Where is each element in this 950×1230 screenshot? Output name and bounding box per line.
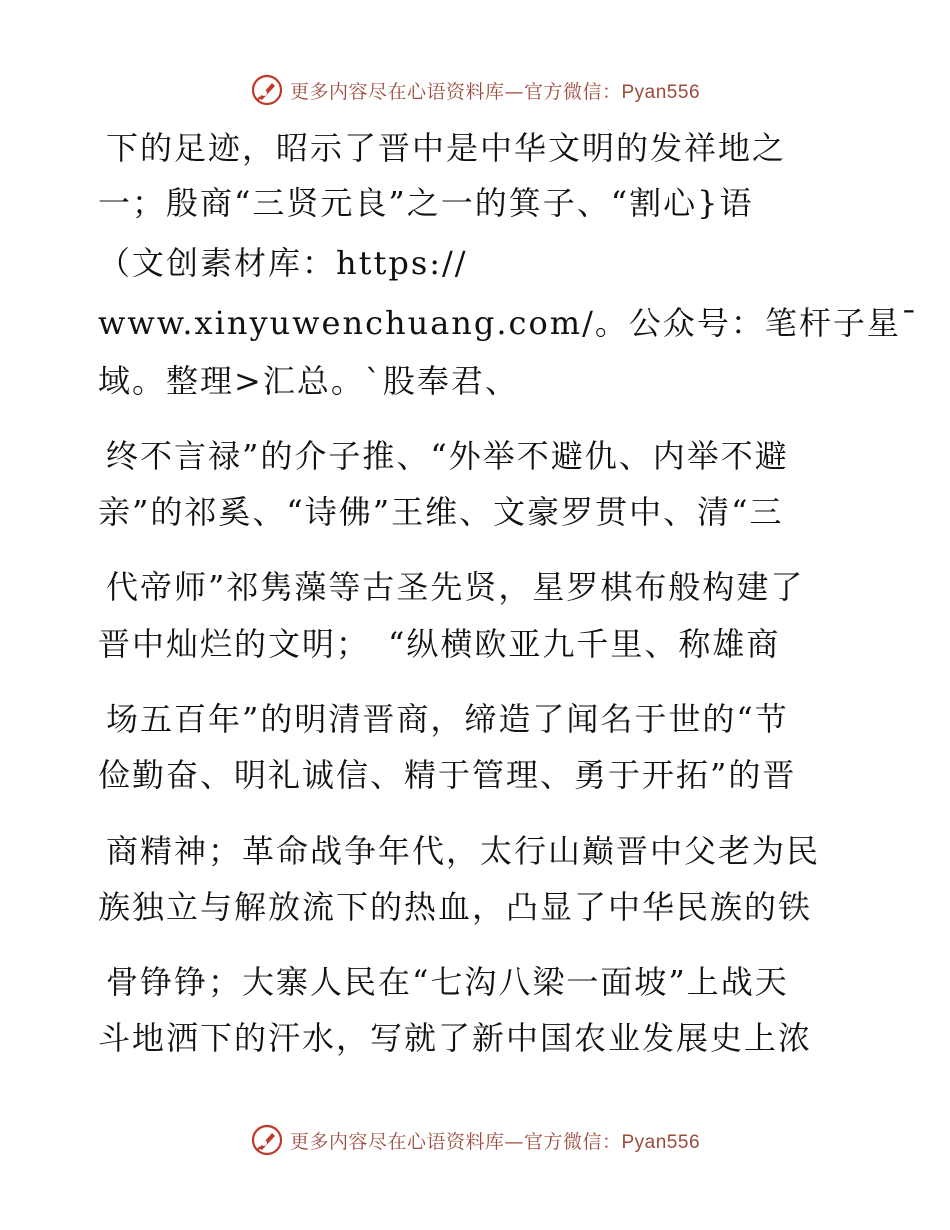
- footer-banner: [0, 1120, 950, 1160]
- text-line: （文创素材库：https://: [98, 244, 468, 282]
- pen-logo-icon: [250, 1123, 284, 1157]
- text-line: 族独立与解放流下的热血，凸显了中华民族的铁: [98, 888, 813, 926]
- footer-wechat-id: Pyan556: [621, 1131, 701, 1153]
- text-line: 代帝师”祁隽藻等古圣先贤，星罗棋布般构建了: [106, 568, 805, 606]
- header-wechat-id: Pyan556: [621, 81, 701, 103]
- text-line: 俭勤奋、明礼诚信、精于管理、勇于开拓”的晋: [98, 756, 797, 794]
- text-line: 一；殷商“三贤元良”之一的箕子、“割心}语: [98, 184, 754, 222]
- text-line: 亲”的祁奚、“诗佛”王维、文豪罗贯中、清“三: [98, 493, 784, 531]
- text-line: 骨铮铮；大寨人民在“七沟八梁一面坡”上战天: [106, 963, 789, 1001]
- text-line: 下的足迹，昭示了晋中是中华文明的发祥地之: [106, 129, 787, 167]
- text-line: www.xinyuwenchuang.com/。公众号：笔杆子星¯: [98, 304, 919, 342]
- footer-banner-text: 更多内容尽在心语资料库—官方微信：Pyan556: [289, 1130, 701, 1153]
- header-banner-text: 更多内容尽在心语资料库—官方微信：Pyan556: [289, 80, 701, 103]
- text-line: 场五百年”的明清晋商，缔造了闻名于世的“节: [106, 700, 789, 738]
- text-line: 斗地洒下的汗水，写就了新中国农业发展史上浓: [98, 1019, 813, 1057]
- text-line: 域。整理>汇总。`股奉君、: [98, 362, 519, 400]
- text-line: 商精神；革命战争年代，太行山巅晋中父老为民: [106, 832, 821, 870]
- text-line: 晋中灿烂的文明； “纵横欧亚九千里、称雄商: [98, 625, 781, 663]
- text-line: 终不言禄”的介子推、“外举不避仇、内举不避: [106, 437, 789, 475]
